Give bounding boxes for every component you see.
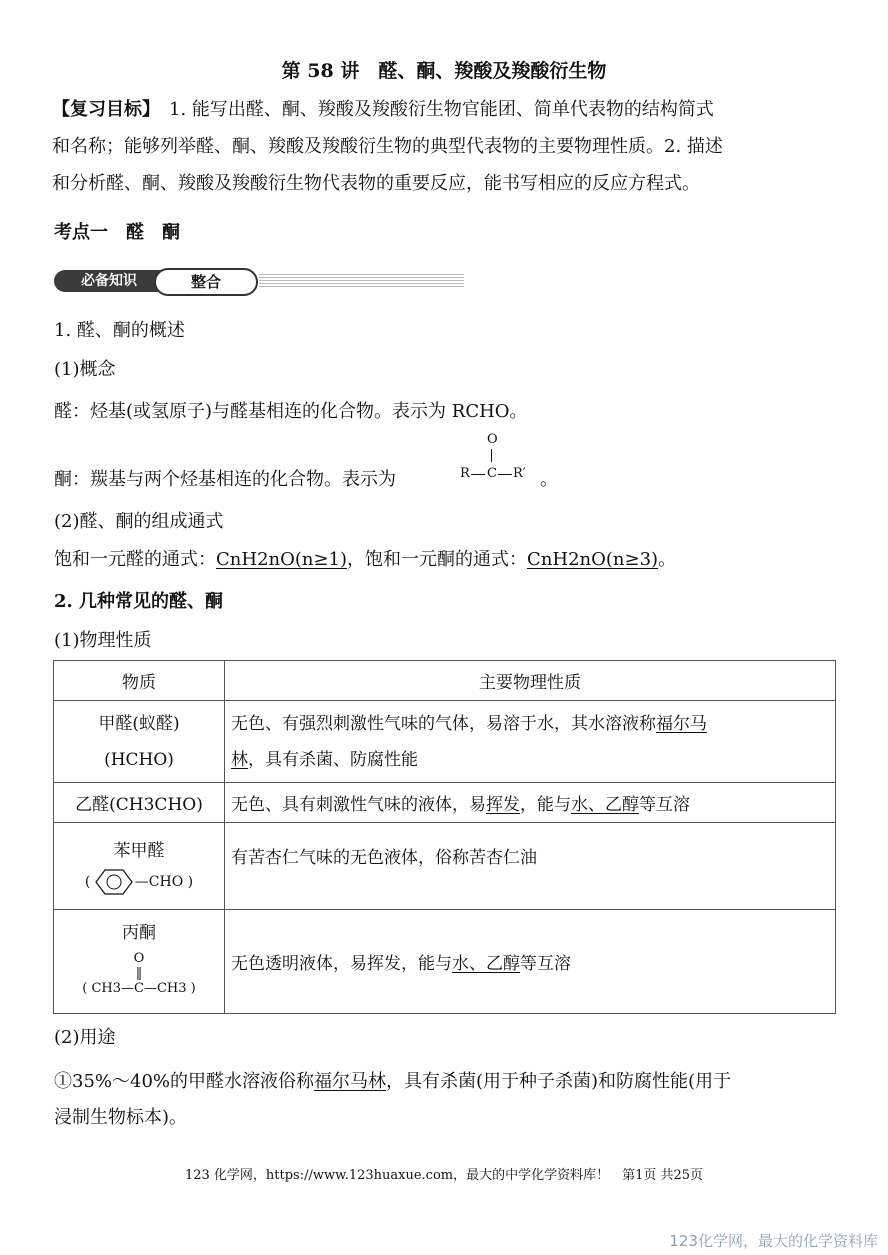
formaldehyde-name bbox=[54, 701, 225, 783]
subsection-2a: (1)物理性质 bbox=[54, 630, 152, 651]
table-header-row bbox=[54, 661, 836, 701]
table-row bbox=[54, 910, 836, 1014]
use-text-line2: 浸制生物标本)。 bbox=[54, 1107, 188, 1128]
props-underline: 水、乙醇 bbox=[452, 954, 520, 974]
use-1 bbox=[54, 1064, 844, 1136]
ketone-o: O bbox=[487, 432, 498, 447]
props-text: 等互溶 bbox=[520, 954, 571, 974]
page-footer: 123 化学网，https://www.123huaxue.com，最大的中学化学资料库！ 第1页 共25页 bbox=[184, 1168, 704, 1183]
cho-group: CHO bbox=[148, 873, 184, 890]
subsection-2: 2. 几种常见的醛、酮 bbox=[54, 591, 224, 612]
props-underline: 林 bbox=[231, 749, 248, 770]
props-text: ，具有杀菌、防腐性能 bbox=[248, 749, 418, 770]
section-heading: 考点一 醛 酮 bbox=[54, 222, 180, 243]
table-row bbox=[54, 783, 836, 823]
formaldehyde-label: 甲醛(蚁醛) bbox=[98, 713, 180, 734]
header-substance: 物质 bbox=[54, 661, 225, 701]
benzaldehyde-props: 有苦杏仁气味的无色液体，俗称苦杏仁油 bbox=[225, 823, 836, 910]
ketone-def-text: 酮：羰基与两个烃基相连的化合物。表示为 bbox=[54, 469, 396, 490]
benzene-ring-icon bbox=[95, 867, 135, 897]
formula-aldehyde: CnH2nO(n≥1) bbox=[216, 549, 348, 570]
banner-right: 整合 bbox=[154, 268, 258, 296]
props-underline: 水、乙醇 bbox=[571, 795, 639, 815]
subsection-1b: (2)醛、酮的组成通式 bbox=[54, 511, 224, 532]
double-bond-line bbox=[491, 449, 493, 462]
goal-text-1: 1. 能写出醛、酮、羧酸及羧酸衍生物官能团、简单代表物的结构简式 bbox=[151, 99, 714, 120]
acetaldehyde-props bbox=[225, 783, 836, 823]
acetone-chain: CH3—C—CH3 bbox=[91, 981, 187, 996]
props-text: 无色透明液体，易挥发，能与 bbox=[231, 954, 452, 974]
goal-label: 【复习目标】 bbox=[52, 99, 151, 120]
benzaldehyde-label: 苯甲醛 bbox=[113, 840, 165, 861]
benzaldehyde-name bbox=[54, 823, 225, 910]
properties-table bbox=[53, 660, 836, 1014]
formula-pre: 饱和一元醛的通式： bbox=[54, 549, 216, 570]
acetone-name bbox=[54, 910, 225, 1014]
ketone-r2: R′ bbox=[513, 466, 526, 481]
subsection-2b: (2)用途 bbox=[54, 1027, 116, 1048]
props-underline: 福尔马 bbox=[656, 713, 707, 734]
props-text: 无色、具有刺激性气味的液体，易 bbox=[231, 795, 486, 815]
use-text: ，具有杀菌(用于种子杀菌)和防腐性能(用于 bbox=[386, 1071, 732, 1092]
goal-text-2: 和名称；能够列举醛、酮、羧酸及羧酸衍生物的典型代表物的主要物理性质。2. 描述 bbox=[52, 136, 723, 157]
header-properties: 主要物理性质 bbox=[225, 661, 836, 701]
formula-mid: ，饱和一元酮的通式： bbox=[347, 549, 528, 570]
formula-ketone: CnH2nO(n≥3) bbox=[527, 549, 659, 570]
subsection-1a: (1)概念 bbox=[54, 359, 116, 380]
use-text: ①35%～40%的甲醛水溶液俗称 bbox=[54, 1071, 315, 1092]
table-row bbox=[54, 701, 836, 783]
review-goals bbox=[52, 91, 842, 202]
props-underline: 挥发 bbox=[486, 795, 520, 815]
table-row bbox=[54, 823, 836, 910]
ketone-structure bbox=[460, 432, 540, 482]
general-formula bbox=[54, 545, 676, 571]
bond-right bbox=[498, 474, 512, 475]
formaldehyde-formula: (HCHO) bbox=[104, 749, 174, 770]
banner-stripes bbox=[259, 274, 464, 288]
use-underline: 福尔马林 bbox=[314, 1071, 387, 1092]
ketone-definition bbox=[54, 465, 396, 491]
banner-left: 必备知识 bbox=[54, 270, 164, 292]
goal-text-3: 和分析醛、酮、羧酸及羧酸衍生物代表物的重要反应，能书写相应的反应方程式。 bbox=[52, 173, 700, 194]
watermark: 123化学网，最大的化学资料库 bbox=[669, 1232, 878, 1250]
acetaldehyde-name: 乙醛(CH3CHO) bbox=[54, 783, 225, 823]
page-title: 第 58 讲 醛、酮、羧酸及羧酸衍生物 bbox=[281, 60, 607, 82]
bond-left bbox=[471, 474, 485, 475]
aldehyde-definition: 醛：烃基(或氢原子)与醛基相连的化合物。表示为 RCHO。 bbox=[54, 401, 528, 422]
acetone-o: O bbox=[133, 951, 145, 966]
formula-post: 。 bbox=[658, 549, 677, 570]
benzaldehyde-structure: ( —CHO ) bbox=[55, 867, 223, 897]
acetone-bond: ‖ bbox=[135, 966, 143, 981]
acetone-label: 丙酮 bbox=[122, 923, 156, 943]
props-text: ，能与 bbox=[520, 795, 571, 815]
ketone-def-end: 。 bbox=[540, 469, 558, 490]
acetone-formula: ( CH3—C—CH3 ) bbox=[82, 981, 196, 996]
formaldehyde-props bbox=[225, 701, 836, 783]
ketone-c: C bbox=[487, 466, 497, 481]
knowledge-banner bbox=[54, 268, 414, 296]
subsection-1: 1. 醛、酮的概述 bbox=[54, 320, 185, 341]
acetone-props bbox=[225, 910, 836, 1014]
props-text: 等互溶 bbox=[639, 795, 690, 815]
ketone-r: R bbox=[460, 466, 470, 481]
props-text: 无色、有强烈刺激性气味的气体，易溶于水，其水溶液称 bbox=[231, 713, 656, 734]
